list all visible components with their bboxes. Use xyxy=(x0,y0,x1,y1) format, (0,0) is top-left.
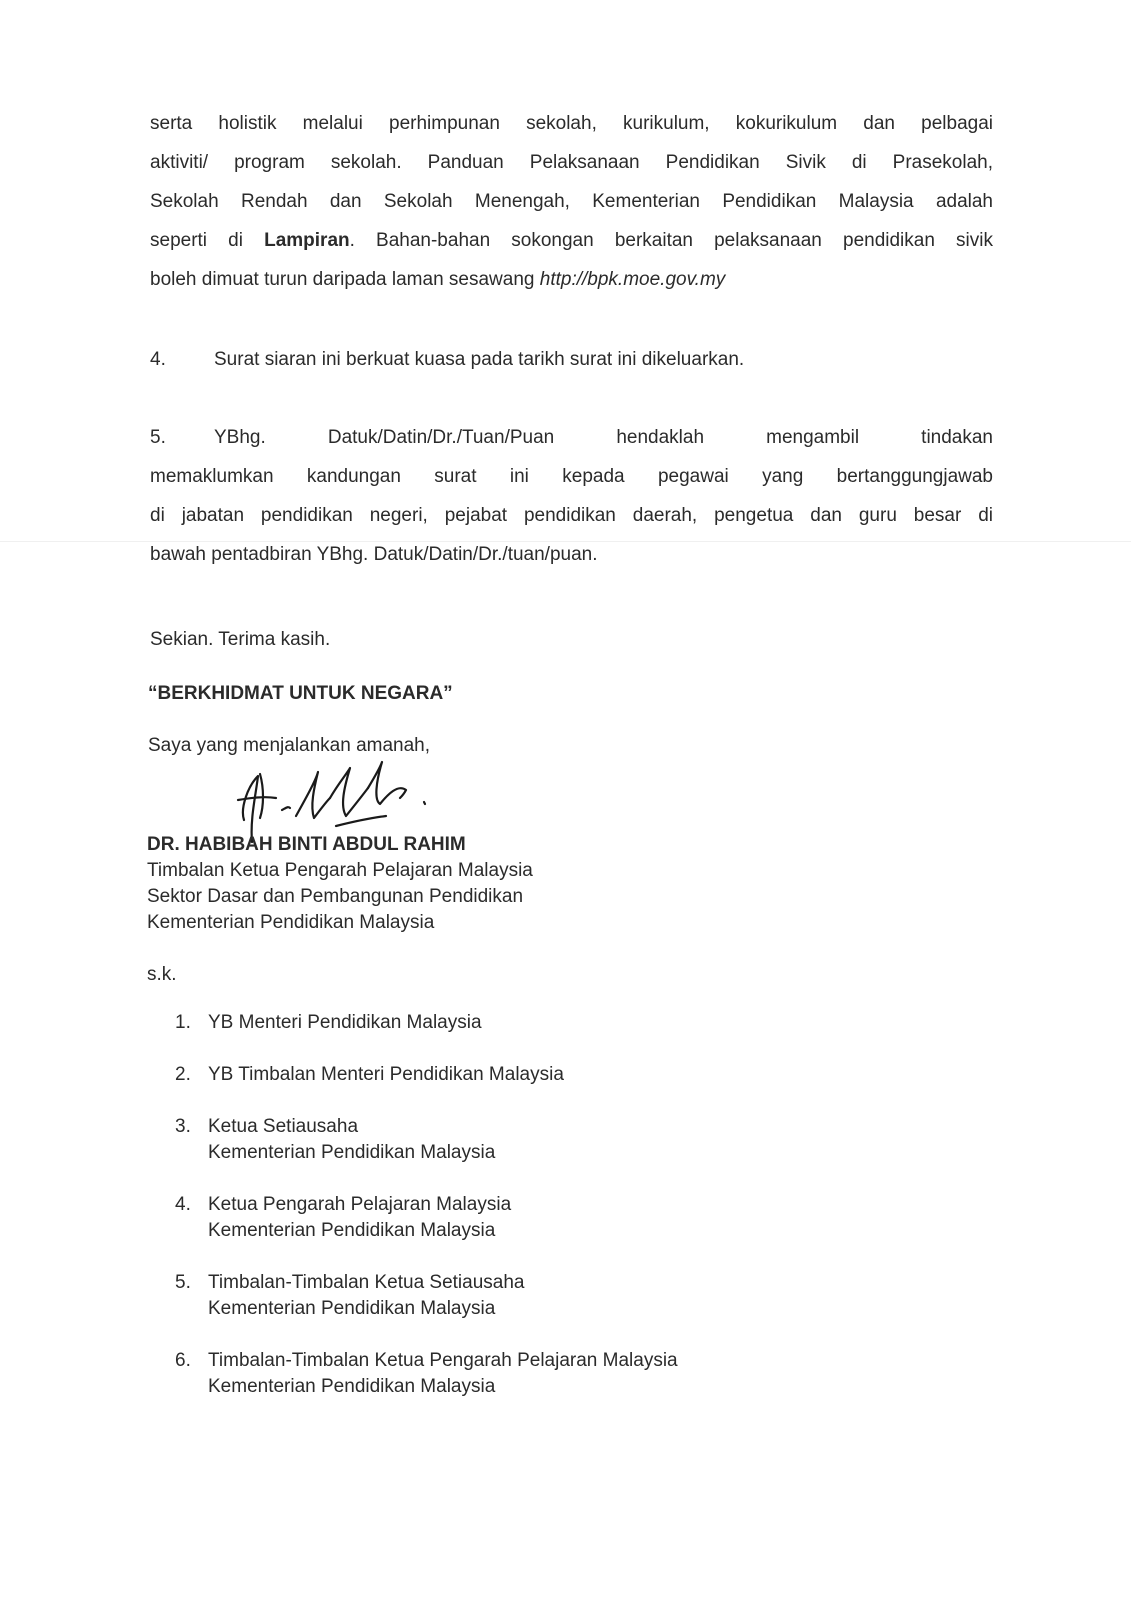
cc-item-number: 6. xyxy=(175,1350,191,1371)
cc-item-line-1: Ketua Setiausaha xyxy=(208,1116,359,1137)
signatory-title-3: Kementerian Pendidikan Malaysia xyxy=(147,912,435,933)
paragraph-4-number: 4. xyxy=(150,349,166,370)
paragraph-3 xyxy=(150,104,993,299)
cc-item-line-1: YB Timbalan Menteri Pendidikan Malaysia xyxy=(208,1064,564,1085)
cc-item-number: 3. xyxy=(175,1116,191,1137)
cc-label: s.k. xyxy=(147,964,177,985)
cc-item-number: 1. xyxy=(175,1012,191,1033)
cc-item xyxy=(175,1192,678,1244)
cc-item-line-2: Kementerian Pendidikan Malaysia xyxy=(208,1142,496,1163)
cc-item-text xyxy=(208,1348,678,1400)
signatory-title-2: Sektor Dasar dan Pembangunan Pendidikan xyxy=(147,886,524,907)
cc-item-text xyxy=(208,1270,525,1322)
paragraph-3-line-5 xyxy=(150,260,993,299)
cc-item xyxy=(175,1348,678,1400)
paragraph-4 xyxy=(150,340,993,379)
paragraph-5-number: 5. xyxy=(150,427,166,448)
trust-line: Saya yang menjalankan amanah, xyxy=(148,735,431,756)
cc-item-number: 2. xyxy=(175,1064,191,1085)
cc-item-number: 5. xyxy=(175,1272,191,1293)
cc-item xyxy=(175,1010,678,1036)
cc-item-text xyxy=(208,1114,495,1166)
line-4-prefix: seperti di xyxy=(150,230,265,251)
closing-thanks: Sekian. Terima kasih. xyxy=(150,629,331,650)
website-link[interactable]: http://bpk.moe.gov.my xyxy=(539,269,726,290)
cc-item-text xyxy=(208,1010,482,1036)
cc-item-text xyxy=(208,1192,511,1244)
paragraph-5 xyxy=(150,418,993,574)
cc-item-line-1: Ketua Pengarah Pelajaran Malaysia xyxy=(208,1194,512,1215)
paragraph-4-line xyxy=(150,340,993,379)
paragraph-3-line-3: Sekolah Rendah dan Sekolah Menengah, Kementerian Pendidikan Malaysia adalah xyxy=(150,191,993,212)
cc-item xyxy=(175,1270,678,1322)
cc-item-line-2: Kementerian Pendidikan Malaysia xyxy=(208,1220,496,1241)
signatory-name: DR. HABIBAH BINTI ABDUL RAHIM xyxy=(147,834,466,855)
paragraph-5-line-2: memaklumkan kandungan surat ini kepada pegawai yang bertanggungjawab xyxy=(150,466,993,487)
lampiran-reference: Lampiran xyxy=(264,230,350,251)
paragraph-3-line-4 xyxy=(150,221,993,260)
paragraph-3-line-2: aktiviti/ program sekolah. Panduan Pelaksanaan Pendidikan Sivik di Prasekolah, xyxy=(150,152,993,173)
cc-item xyxy=(175,1114,678,1166)
line-4-suffix: . Bahan-bahan sokongan berkaitan pelaksanaan pendidikan sivik xyxy=(349,230,993,251)
cc-item xyxy=(175,1062,678,1088)
cc-item-line-1: Timbalan-Timbalan Ketua Setiausaha xyxy=(208,1272,525,1293)
cc-list xyxy=(175,1010,678,1426)
line-5-prefix: boleh dimuat turun daripada laman sesawang xyxy=(150,269,540,290)
motto: “BERKHIDMAT UNTUK NEGARA” xyxy=(148,683,453,704)
paragraph-4-text: Surat siaran ini berkuat kuasa pada tarikh surat ini dikeluarkan. xyxy=(214,349,745,370)
cc-item-text xyxy=(208,1062,564,1088)
cc-item-line-2: Kementerian Pendidikan Malaysia xyxy=(208,1376,496,1397)
cc-item-line-1: YB Menteri Pendidikan Malaysia xyxy=(208,1012,482,1033)
cc-item-line-2: Kementerian Pendidikan Malaysia xyxy=(208,1298,496,1319)
signatory-block xyxy=(147,832,533,936)
paragraph-5-line-1 xyxy=(150,418,993,457)
paragraph-5-line-4: bawah pentadbiran YBhg. Datuk/Datin/Dr./tuan/puan. xyxy=(150,544,598,565)
cc-item-line-1: Timbalan-Timbalan Ketua Pengarah Pelajaran Malaysia xyxy=(208,1350,678,1371)
signatory-title-1: Timbalan Ketua Pengarah Pelajaran Malaysia xyxy=(147,860,533,881)
paragraph-5-line-1-text: YBhg. Datuk/Datin/Dr./Tuan/Puan hendaklah mengambil tindakan xyxy=(214,427,993,448)
paragraph-5-line-3: di jabatan pendidikan negeri, pejabat pendidikan daerah, pengetua dan guru besar di xyxy=(150,505,993,526)
paragraph-3-line-1: serta holistik melalui perhimpunan sekolah, kurikulum, kokurikulum dan pelbagai xyxy=(150,113,993,134)
cc-item-number: 4. xyxy=(175,1194,191,1215)
